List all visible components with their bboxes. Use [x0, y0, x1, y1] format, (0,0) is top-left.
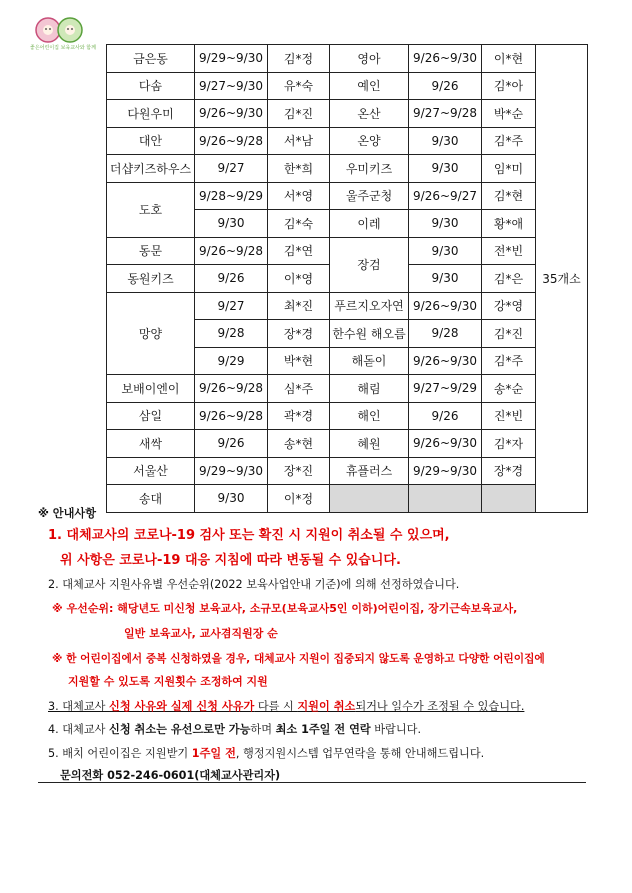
teacher-name: 박*순	[482, 100, 536, 128]
date-range: 9/28~9/29	[195, 182, 268, 210]
daycare-name: 보배이엔이	[107, 375, 195, 403]
notice-4	[48, 722, 421, 739]
date-range: 9/26~9/28	[195, 237, 268, 265]
table-row	[107, 375, 588, 403]
date-range: 9/30	[409, 127, 482, 155]
date-range: 9/26~9/27	[409, 182, 482, 210]
notice-2: 2. 대체교사 지원사유별 우선순위(2022 보육사업안내 기준)에 의해 선정하였습니다.	[48, 578, 460, 591]
notice-3-emphasis: 신청 사유와 실제 신청 사유가	[109, 700, 255, 713]
daycare-name: 새싹	[107, 430, 195, 458]
teacher-name: 전*빈	[482, 237, 536, 265]
notice-5-emphasis: 1주일 전	[191, 747, 236, 760]
daycare-name: 혜원	[330, 430, 409, 458]
daycare-name: 대안	[107, 127, 195, 155]
teacher-name: 김*숙	[268, 210, 330, 238]
notice-1-line-2: 위 사항은 코로나-19 대응 지침에 따라 변동될 수 있습니다.	[60, 553, 401, 568]
date-range: 9/30	[409, 265, 482, 293]
date-range: 9/26~9/30	[409, 430, 482, 458]
daycare-name: 삼일	[107, 402, 195, 430]
date-range: 9/30	[409, 210, 482, 238]
date-range: 9/27~9/30	[195, 72, 268, 100]
teacher-name: 김*연	[268, 237, 330, 265]
teacher-name: 장*진	[268, 457, 330, 485]
notice-4-text: 하며	[250, 723, 276, 736]
table-row	[107, 485, 588, 513]
date-range: 9/26	[195, 430, 268, 458]
teacher-name: 김*은	[482, 265, 536, 293]
notice-3	[48, 699, 524, 716]
notice-4-emphasis: 신청 취소는 유선으로만 가능	[109, 723, 251, 736]
daycare-name: 휴플러스	[330, 457, 409, 485]
date-range: 9/26~9/28	[195, 127, 268, 155]
notice-4-emphasis: 최소 1주일 전 연락	[275, 723, 371, 736]
notice-1-line-1: 1. 대체교사의 코로나-19 검사 또는 확진 시 지원이 취소될 수 있으며,	[48, 528, 450, 543]
date-range: 9/26~9/30	[195, 100, 268, 128]
empty-cell	[482, 485, 536, 513]
daycare-name: 예인	[330, 72, 409, 100]
daycare-name: 우미키즈	[330, 155, 409, 183]
teacher-name: 이*현	[482, 45, 536, 73]
teacher-name: 송*순	[482, 375, 536, 403]
daycare-name: 온양	[330, 127, 409, 155]
teacher-name: 강*영	[482, 292, 536, 320]
date-range: 9/26~9/30	[409, 45, 482, 73]
teacher-name: 김*진	[268, 100, 330, 128]
table-row	[107, 182, 588, 210]
daycare-name: 망양	[107, 292, 195, 375]
date-range: 9/26~9/30	[409, 292, 482, 320]
date-range: 9/26~9/28	[195, 375, 268, 403]
notice-3-text: 되거나 일수가 조정될 수 있습니다.	[355, 700, 525, 713]
daycare-name: 동원키즈	[107, 265, 195, 293]
teacher-name: 김*주	[482, 347, 536, 375]
daycare-name: 해인	[330, 402, 409, 430]
substitute-teacher-table	[106, 44, 588, 513]
table-row	[107, 45, 588, 73]
daycare-name: 이레	[330, 210, 409, 238]
table-row	[107, 72, 588, 100]
date-range: 9/28	[195, 320, 268, 348]
priority-line-1: ※ 우선순위: 해당년도 미신청 보육교사, 소규모(보육교사5인 이하)어린이집, 장기근속보육교사,	[52, 602, 518, 615]
date-range: 9/29	[195, 347, 268, 375]
empty-cell	[330, 485, 409, 513]
table-row	[107, 100, 588, 128]
notice-4-text: 바랍니다.	[370, 723, 422, 736]
teacher-name: 이*영	[268, 265, 330, 293]
daycare-name: 한수원 해오름	[330, 320, 409, 348]
logo-caption: 좋은어린이집 보육교사와 함께	[30, 45, 96, 51]
daycare-name: 서울산	[107, 457, 195, 485]
table-row	[107, 237, 588, 265]
total-count: 35개소	[536, 45, 588, 513]
date-range: 9/27~9/29	[409, 375, 482, 403]
daycare-name: 다솜	[107, 72, 195, 100]
daycare-name: 해림	[330, 375, 409, 403]
teacher-name: 심*주	[268, 375, 330, 403]
teacher-name: 송*현	[268, 430, 330, 458]
teacher-name: 김*현	[482, 182, 536, 210]
teacher-name: 최*진	[268, 292, 330, 320]
daycare-name: 해돋이	[330, 347, 409, 375]
date-range: 9/26~9/30	[409, 347, 482, 375]
teacher-name: 서*영	[268, 182, 330, 210]
notice-4-text: 4. 대체교사	[48, 723, 110, 736]
notice-5-text: , 행정지원시스템 업무연락을 통해 안내해드립니다.	[235, 747, 485, 760]
duplicate-line-2: 지원할 수 있도록 지원횟수 조정하여 지원	[68, 675, 268, 688]
teacher-name: 임*미	[482, 155, 536, 183]
date-range: 9/30	[195, 210, 268, 238]
date-range: 9/26	[409, 72, 482, 100]
table-row	[107, 430, 588, 458]
teacher-name: 한*희	[268, 155, 330, 183]
notice-5-text: 5. 배치 어린이집은 지원받기	[48, 747, 192, 760]
notice-5	[48, 746, 484, 763]
teacher-name: 이*정	[268, 485, 330, 513]
teacher-name: 김*주	[482, 127, 536, 155]
date-range: 9/30	[409, 155, 482, 183]
teacher-name: 유*숙	[268, 72, 330, 100]
table-row	[107, 127, 588, 155]
date-range: 9/26~9/28	[195, 402, 268, 430]
notice-3-text: 3. 대체교사	[48, 700, 110, 713]
date-range: 9/30	[409, 237, 482, 265]
daycare-name: 장검	[330, 237, 409, 292]
date-range: 9/29~9/30	[409, 457, 482, 485]
date-range: 9/27	[195, 155, 268, 183]
teacher-name: 김*정	[268, 45, 330, 73]
teacher-name: 황*애	[482, 210, 536, 238]
teacher-name: 진*빈	[482, 402, 536, 430]
notice-heading: ※ 안내사항	[38, 507, 96, 520]
table-row	[107, 292, 588, 320]
daycare-name: 다원우미	[107, 100, 195, 128]
duplicate-line-1: ※ 한 어린이집에서 중복 신청하였을 경우, 대체교사 지원이 집중되지 않도록 운영하고 다양한 어린이집에	[52, 652, 545, 665]
date-range: 9/26	[195, 265, 268, 293]
date-range: 9/27	[195, 292, 268, 320]
teacher-name: 김*자	[482, 430, 536, 458]
date-range: 9/27~9/28	[409, 100, 482, 128]
date-range: 9/28	[409, 320, 482, 348]
date-range: 9/29~9/30	[195, 457, 268, 485]
notice-3-emphasis: 지원이 취소	[297, 700, 356, 713]
teacher-name: 곽*경	[268, 402, 330, 430]
priority-line-2: 일반 보육교사, 교사겸직원장 순	[124, 627, 278, 640]
table-row	[107, 155, 588, 183]
daycare-name: 도호	[107, 182, 195, 237]
bottom-divider	[38, 782, 586, 783]
daycare-name: 더샵키즈하우스	[107, 155, 195, 183]
notice-3-text: 다를 시	[254, 700, 298, 713]
daycare-name: 온산	[330, 100, 409, 128]
teacher-name: 김*진	[482, 320, 536, 348]
daycare-name: 금은동	[107, 45, 195, 73]
daycare-name: 울주군청	[330, 182, 409, 210]
daycare-name: 송대	[107, 485, 195, 513]
date-range: 9/30	[195, 485, 268, 513]
table-row	[107, 402, 588, 430]
empty-cell	[409, 485, 482, 513]
date-range: 9/29~9/30	[195, 45, 268, 73]
teacher-name: 서*남	[268, 127, 330, 155]
teacher-name: 장*경	[268, 320, 330, 348]
teacher-name: 장*경	[482, 457, 536, 485]
contact-phone: 문의전화 052-246-0601(대체교사관리자)	[60, 769, 281, 782]
daycare-name: 동문	[107, 237, 195, 265]
table-row	[107, 457, 588, 485]
teacher-name: 박*현	[268, 347, 330, 375]
daycare-name: 영아	[330, 45, 409, 73]
teacher-name: 김*아	[482, 72, 536, 100]
daycare-name: 푸르지오자연	[330, 292, 409, 320]
date-range: 9/26	[409, 402, 482, 430]
